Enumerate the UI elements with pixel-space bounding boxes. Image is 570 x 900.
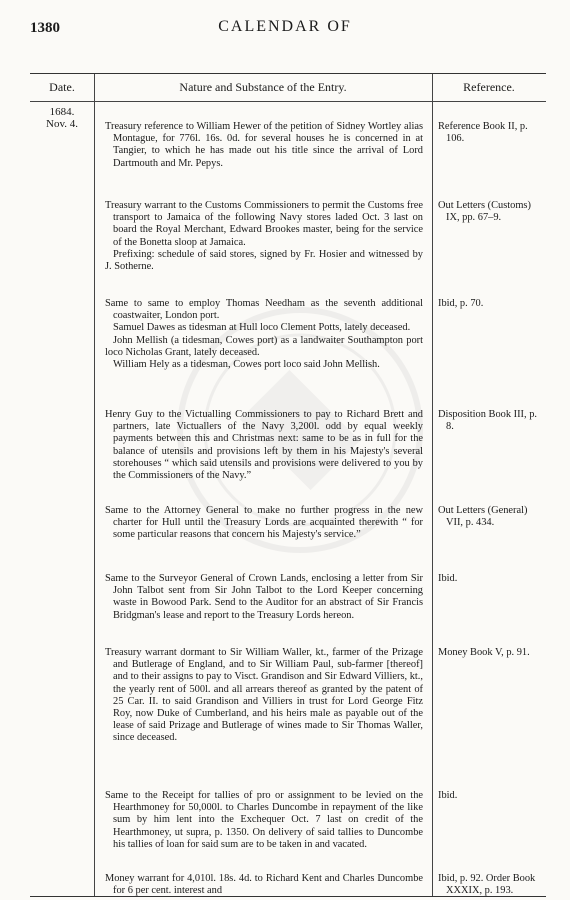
page-header [0,12,570,42]
entry-4 [105,409,423,482]
reference-text: Disposition Book III, p. 8. [438,409,538,433]
column-header-reference: Reference. [463,80,515,94]
entry-2 [105,200,423,273]
reference-2 [438,200,546,224]
entry-5 [105,505,423,542]
reference-5 [438,505,546,529]
reference-6 [438,573,546,585]
entry-text: Henry Guy to the Victualling Commissioners to pay to Richard Brett and partners, late Victuallers of the Navy 3,200l. odd by equal weekly payments between this and Christmas next: same to be as in full for the balance of utensils and provisions left by them in his Majesty's several storehouses “ which said utensils and provisions were delivered to you by the Commissioners of the Navy.” [105,409,423,482]
entry-6 [105,573,423,622]
reference-text: Money Book V, p. 91. [438,647,530,658]
running-title: CALENDAR OF [218,18,352,35]
date-year: 1684. [49,106,75,118]
entry-text: Same to the Attorney General to make no further progress in the new charter for Hull until the Treasury Lords are acquainted therewith “ for some particular reasons that concern his Majesty's service.” [105,505,423,541]
reference-text: Ibid, p. 92. Order Book XXXIX, p. 193. [438,873,536,897]
reference-text: Out Letters (Customs) IX, pp. 67–9. [438,200,531,224]
entry-text: Treasury warrant dormant to Sir William Waller, kt., farmer of the Prizage and Butlerage of England, and to Sir William Paul, sub-farmer [thereof] and to their assigns to pay to Visct. Grandison and Sir Edward Villiers, kt., the yearly rent of 500l. and all arrears thereof as granted by the patent of 25 Car. II. to said Grandison and Villiers in trust for Lord George Fitz Roy, now Duke of Cumberland, and his heirs male as payable out of the lease of said Prizage and Butlerage of wines made to Sir Thomas Waller, since deceased. [105,647,423,744]
column-header-entry: Nature and Substance of the Entry. [179,80,347,94]
entry-text: John Mellish (a tidesman, Cowes port) as a landwaiter Southampton port loco Nicholas Grant, lately deceased. [105,334,423,358]
reference-text: Out Letters (General) VII, p. 434. [438,505,528,529]
reference-text: Ibid. [438,790,458,801]
reference-text: Ibid. [438,573,458,584]
column-divider [94,74,95,896]
reference-text: Ibid, p. 70. [438,298,484,309]
entry-text: Treasury reference to William Hewer of the petition of Sidney Wortley alias Montague, for 776l. 16s. 0d. for several houses he is concerned in at Tangier, to which he has made out his title since the arrival of Lord Dartmouth and Mr. Pepys. [105,121,423,169]
column-header-date: Date. [49,80,75,94]
reference-text: Reference Book II, p. 106. [438,121,528,145]
entry-8 [105,790,423,851]
entry-7 [105,647,423,745]
calendar-table [30,73,546,897]
entry-9 [105,873,423,897]
entry-1 [105,121,423,170]
entry-text: Treasury warrant to the Customs Commissioners to permit the Customs free transport to Jamaica of the following Navy stores laded Oct. 3 last on board the Royal Merchant, Edward Brookes master, being for the service of the Bonetta sloop at Jamaica. [105,200,423,248]
page-number: 1380 [30,20,60,36]
reference-9 [438,873,546,897]
reference-8 [438,790,546,802]
entry-text: Samuel Dawes as tidesman at Hull loco Clement Potts, lately deceased. [113,322,411,334]
reference-1 [438,121,546,145]
reference-7 [438,647,546,659]
date-day: Nov. 4. [46,118,78,130]
entry-3 [105,298,423,371]
entry-text: Same to same to employ Thomas Needham as the seventh additional coastwaiter, London port. [105,298,423,322]
entry-text: Prefixing: schedule of said stores, signed by Fr. Hosier and witnessed by J. Sotherne. [105,248,423,273]
entry-text: Same to the Surveyor General of Crown Lands, enclosing a letter from Sir John Talbot sent from Sir John Talbot to the Lord Keeper concerning waste in Bowood Park. Send to the Auditor for an abstract of Sir Francis Bridgman's lease and report to the Treasury Lords hereon. [105,573,423,621]
reference-4 [438,409,546,433]
reference-3 [438,298,546,310]
entry-text: William Hely as a tidesman, Cowes port loco said John Mellish. [113,359,380,371]
column-divider [432,74,433,896]
header-rule [30,101,546,102]
entry-text: Money warrant for 4,010l. 18s. 4d. to Richard Kent and Charles Duncombe for 6 per cent. interest and [105,873,423,897]
entry-text: Same to the Receipt for tallies of pro or assignment to be levied on the Hearthmoney for 50,000l. to Charles Duncombe in repayment of the like sum by him lent into the Exchequer Oct. 7 last on credit of the Hearthmoney, ut supra, p. 1350. On delivery of said tallies to Duncombe his tallies of loan for said sum are to be taken in and vacated. [105,790,423,850]
date-cell [30,106,94,130]
